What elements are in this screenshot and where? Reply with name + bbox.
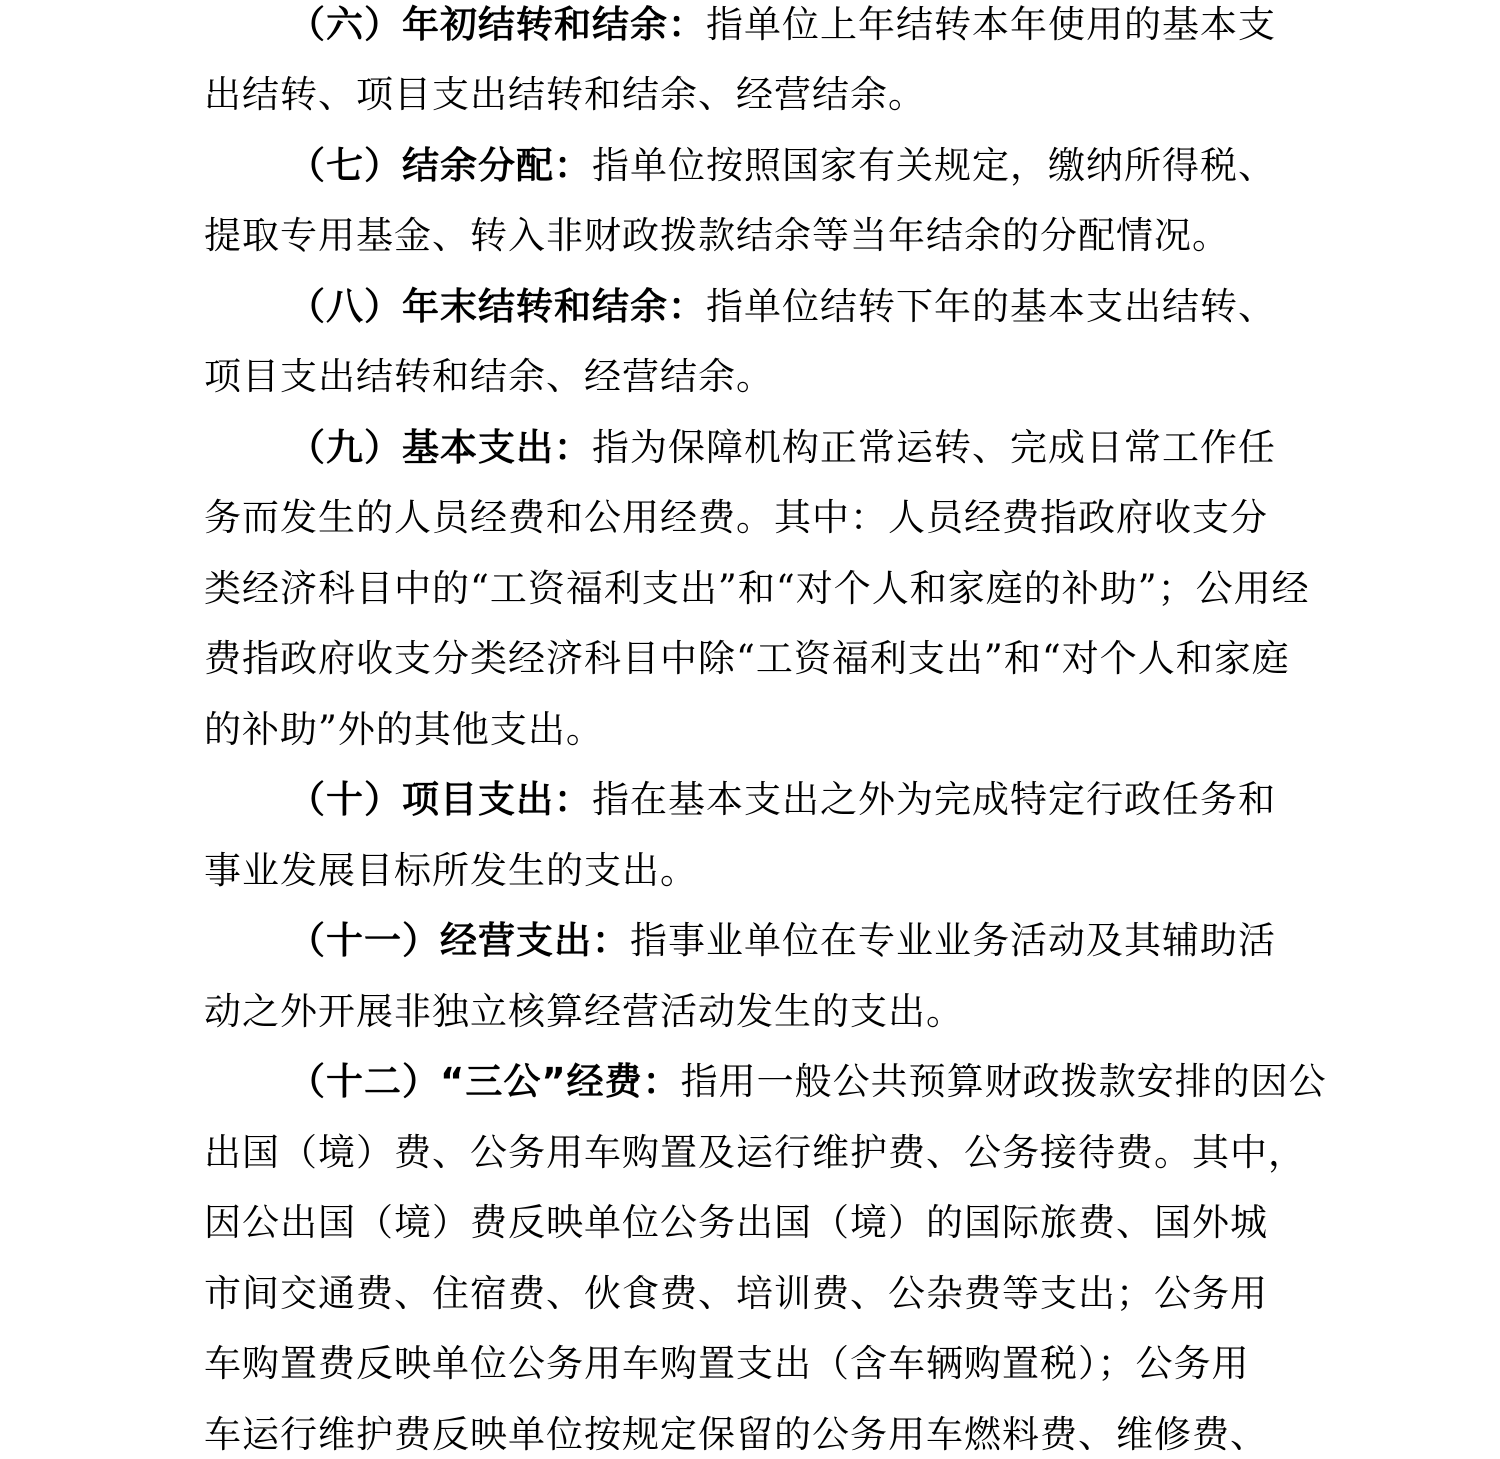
paragraph-12-line-4: 市间交通费、住宿费、伙食费、培训费、公杂费等支出；公务用 <box>204 1272 1268 1315</box>
paragraph-11-line-2: 动之外开展非独立核算经营活动发生的支出。 <box>204 990 964 1033</box>
paragraph-8-line-2: 项目支出结转和结余、经营结余。 <box>204 355 774 398</box>
paragraph-text: 指单位按照国家有关规定，缴纳所得税、 <box>592 144 1276 187</box>
paragraph-7-line-2: 提取专用基金、转入非财政拨款结余等当年结余的分配情况。 <box>204 214 1230 257</box>
paragraph-text: 指单位上年结转本年使用的基本支 <box>706 3 1276 46</box>
term-heading: （七）结余分配： <box>288 144 592 187</box>
paragraph-11-line-1 <box>288 918 1276 964</box>
paragraph-12-line-5: 车购置费反映单位公务用车购置支出（含车辆购置税）；公务用 <box>204 1342 1250 1385</box>
paragraph-8-line-1 <box>288 284 1276 330</box>
paragraph-10-line-1 <box>288 777 1276 823</box>
paragraph-text: 指单位结转下年的基本支出结转、 <box>706 285 1276 328</box>
paragraph-9-line-2: 务而发生的人员经费和公用经费。其中：人员经费指政府收支分 <box>204 496 1268 539</box>
paragraph-text: 指用一般公共预算财政拨款安排的因公 <box>680 1060 1327 1103</box>
paragraph-text: 指为保障机构正常运转、完成日常工作任 <box>592 426 1276 469</box>
paragraph-7-line-1 <box>288 143 1276 189</box>
term-heading: （十）项目支出： <box>288 778 592 821</box>
paragraph-9-line-3: 类经济科目中的“工资福利支出”和“对个人和家庭的补助”；公用经 <box>204 567 1310 610</box>
term-heading: （八）年末结转和结余： <box>288 285 706 328</box>
paragraph-9-line-1 <box>288 425 1276 471</box>
paragraph-6-line-2: 出结转、项目支出结转和结余、经营结余。 <box>204 73 926 116</box>
paragraph-10-line-2: 事业发展目标所发生的支出。 <box>204 849 698 892</box>
term-heading: （九）基本支出： <box>288 426 592 469</box>
paragraph-text: 指事业单位在专业业务活动及其辅助活 <box>630 919 1276 962</box>
paragraph-text: 指在基本支出之外为完成特定行政任务和 <box>592 778 1276 821</box>
paragraph-9-line-4: 费指政府收支分类经济科目中除“工资福利支出”和“对个人和家庭 <box>204 637 1290 680</box>
paragraph-12-line-6: 车运行维护费反映单位按规定保留的公务用车燃料费、维修费、 <box>204 1413 1268 1456</box>
paragraph-6-line-1 <box>288 2 1276 48</box>
paragraph-9-line-5: 的补助”外的其他支出。 <box>204 708 604 751</box>
paragraph-12-line-3: 因公出国（境）费反映单位公务出国（境）的国际旅费、国外城 <box>204 1201 1268 1244</box>
paragraph-12-line-1 <box>288 1059 1327 1105</box>
term-heading: （十一）经营支出： <box>288 919 630 962</box>
paragraph-12-line-2: 出国（境）费、公务用车购置及运行维护费、公务接待费。其中， <box>204 1131 1306 1174</box>
term-heading: （十二）“三公”经费： <box>288 1060 681 1103</box>
term-heading: （六）年初结转和结余： <box>288 3 706 46</box>
